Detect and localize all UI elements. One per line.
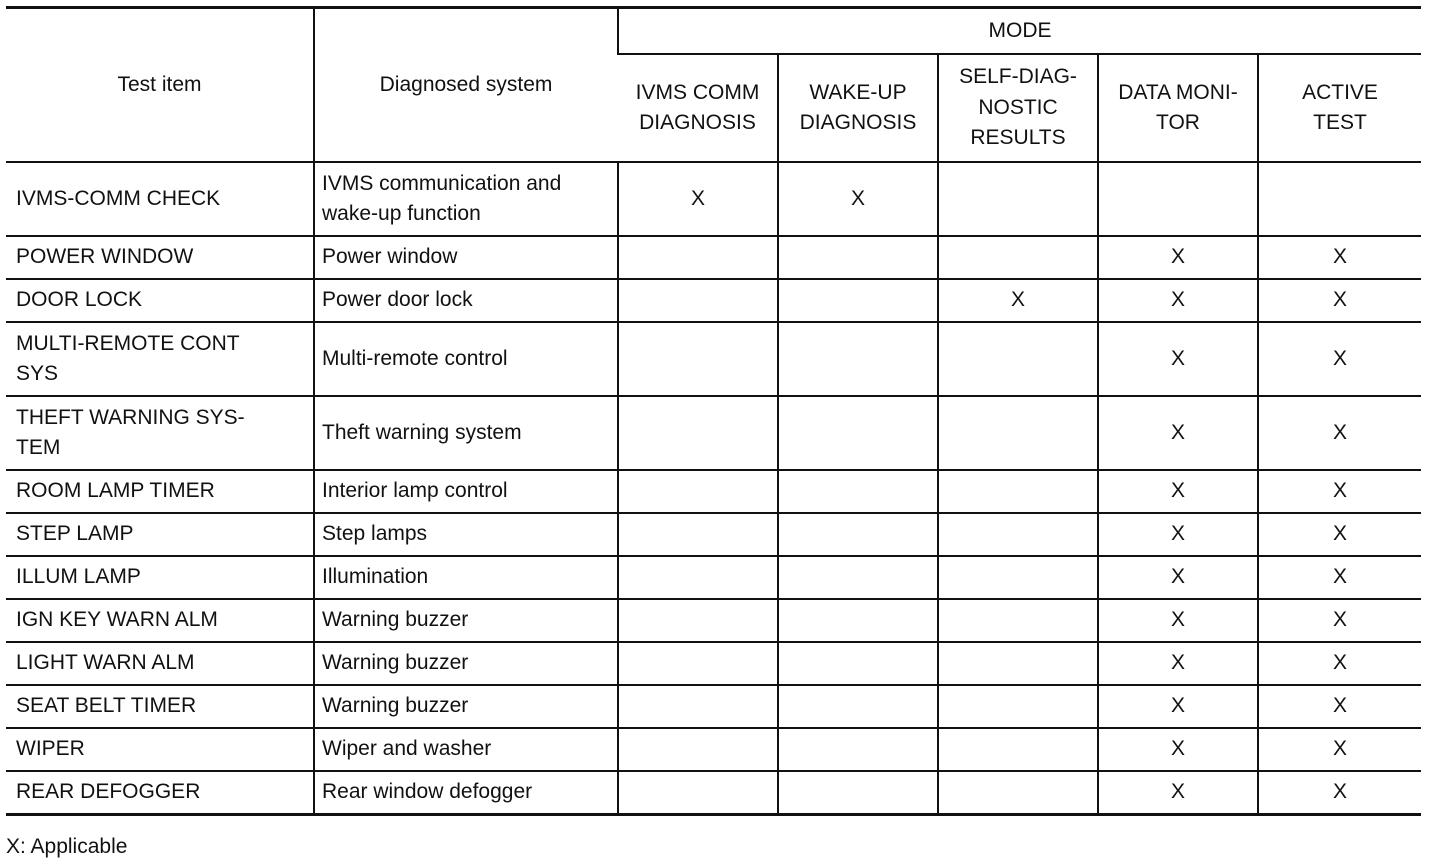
header-test-item: Test item (6, 8, 314, 163)
header-self-diagnostic-results: SELF-DIAG- NOSTIC RESULTS (938, 54, 1098, 162)
test-item-cell: SEAT BELT TIMER (6, 685, 314, 728)
test-item-cell: IGN KEY WARN ALM (6, 599, 314, 642)
table-row (6, 556, 1421, 599)
mode-mark-cell (618, 513, 778, 556)
diagnosed-system-cell: Theft warning system (314, 396, 618, 470)
mode-mark-cell (778, 396, 938, 470)
mode-mark-cell (938, 322, 1098, 396)
header-ivms-comm-diagnosis: IVMS COMM DIAGNOSIS (618, 54, 778, 162)
diagnosed-system-cell: Warning buzzer (314, 599, 618, 642)
mode-mark-cell: X (1258, 771, 1421, 815)
mode-mark-cell: X (778, 162, 938, 236)
mode-mark-cell (938, 513, 1098, 556)
mode-mark-cell (618, 236, 778, 279)
test-item-cell: IVMS-COMM CHECK (6, 162, 314, 236)
table-row (6, 322, 1421, 396)
mode-mark-cell (938, 470, 1098, 513)
mode-mark-cell (938, 728, 1098, 771)
mode-mark-cell (778, 642, 938, 685)
mode-mark-cell (618, 556, 778, 599)
diagnosed-system-cell: Multi-remote control (314, 322, 618, 396)
table-row (6, 771, 1421, 815)
table-row (6, 396, 1421, 470)
mode-mark-cell: X (1258, 599, 1421, 642)
test-item-cell: POWER WINDOW (6, 236, 314, 279)
header-wake-up-diagnosis: WAKE-UP DIAGNOSIS (778, 54, 938, 162)
test-item-cell: WIPER (6, 728, 314, 771)
mode-mark-cell: X (1258, 513, 1421, 556)
legend-note: X: Applicable (6, 835, 128, 858)
mode-mark-cell: X (1098, 396, 1258, 470)
table-row (6, 513, 1421, 556)
test-item-cell: DOOR LOCK (6, 279, 314, 322)
mode-mark-cell: X (1258, 279, 1421, 322)
header-mode: MODE (618, 8, 1421, 55)
diagnosed-system-cell: Power door lock (314, 279, 618, 322)
mode-mark-cell (938, 599, 1098, 642)
mode-mark-cell: X (1098, 728, 1258, 771)
header-active-test: ACTIVE TEST (1258, 54, 1421, 162)
table-row (6, 162, 1421, 236)
mode-mark-cell (778, 728, 938, 771)
mode-mark-cell: X (1098, 685, 1258, 728)
mode-mark-cell (778, 771, 938, 815)
table-row (6, 470, 1421, 513)
test-item-cell: MULTI-REMOTE CONT SYS (6, 322, 314, 396)
mode-mark-cell: X (1098, 470, 1258, 513)
mode-mark-cell (778, 236, 938, 279)
mode-mark-cell (938, 685, 1098, 728)
mode-mark-cell (618, 599, 778, 642)
mode-mark-cell: X (1258, 396, 1421, 470)
test-item-cell: ROOM LAMP TIMER (6, 470, 314, 513)
test-item-cell: LIGHT WARN ALM (6, 642, 314, 685)
mode-mark-cell (1258, 162, 1421, 236)
diagnosed-system-cell: Interior lamp control (314, 470, 618, 513)
mode-mark-cell (618, 322, 778, 396)
mode-mark-cell: X (1258, 728, 1421, 771)
mode-mark-cell (938, 642, 1098, 685)
mode-mark-cell (618, 771, 778, 815)
mode-mark-cell: X (1098, 236, 1258, 279)
mode-mark-cell (618, 396, 778, 470)
mode-mark-cell: X (1098, 771, 1258, 815)
mode-mark-cell (618, 728, 778, 771)
mode-mark-cell (938, 236, 1098, 279)
header-data-monitor: DATA MONI- TOR (1098, 54, 1258, 162)
table-row (6, 728, 1421, 771)
mode-mark-cell (938, 771, 1098, 815)
mode-mark-cell: X (1258, 556, 1421, 599)
mode-mark-cell (618, 470, 778, 513)
mode-mark-cell: X (1258, 685, 1421, 728)
table-row (6, 599, 1421, 642)
mode-mark-cell: X (1258, 236, 1421, 279)
table-row (6, 642, 1421, 685)
mode-mark-cell: X (1098, 599, 1258, 642)
mode-mark-cell (938, 556, 1098, 599)
mode-mark-cell: X (1098, 279, 1258, 322)
mode-mark-cell: X (1258, 322, 1421, 396)
test-item-cell: ILLUM LAMP (6, 556, 314, 599)
mode-mark-cell: X (1098, 322, 1258, 396)
mode-mark-cell (778, 322, 938, 396)
table-row (6, 279, 1421, 322)
diagnosis-mode-table (6, 6, 1421, 816)
test-item-cell: STEP LAMP (6, 513, 314, 556)
table-row (6, 685, 1421, 728)
diagnosed-system-cell: IVMS communication and wake-up function (314, 162, 618, 236)
table-row (6, 236, 1421, 279)
diagnosed-system-cell: Step lamps (314, 513, 618, 556)
mode-mark-cell: X (1098, 513, 1258, 556)
mode-mark-cell (618, 685, 778, 728)
mode-mark-cell (618, 642, 778, 685)
mode-mark-cell (938, 396, 1098, 470)
mode-mark-cell (778, 599, 938, 642)
mode-mark-cell (778, 279, 938, 322)
header-diagnosed-system: Diagnosed system (314, 8, 618, 163)
test-item-cell: THEFT WARNING SYS- TEM (6, 396, 314, 470)
mode-mark-cell (1098, 162, 1258, 236)
mode-mark-cell (778, 556, 938, 599)
mode-mark-cell: X (938, 279, 1098, 322)
diagnosed-system-cell: Warning buzzer (314, 642, 618, 685)
mode-mark-cell (938, 162, 1098, 236)
diagnosed-system-cell: Rear window defogger (314, 771, 618, 815)
mode-mark-cell: X (1098, 642, 1258, 685)
mode-mark-cell (778, 470, 938, 513)
diagnosed-system-cell: Warning buzzer (314, 685, 618, 728)
test-item-cell: REAR DEFOGGER (6, 771, 314, 815)
mode-mark-cell: X (618, 162, 778, 236)
mode-mark-cell: X (1098, 556, 1258, 599)
diagnosed-system-cell: Power window (314, 236, 618, 279)
mode-mark-cell: X (1258, 642, 1421, 685)
diagnosed-system-cell: Wiper and washer (314, 728, 618, 771)
mode-mark-cell: X (1258, 470, 1421, 513)
mode-mark-cell (778, 513, 938, 556)
mode-mark-cell (618, 279, 778, 322)
mode-mark-cell (778, 685, 938, 728)
diagnosed-system-cell: Illumination (314, 556, 618, 599)
